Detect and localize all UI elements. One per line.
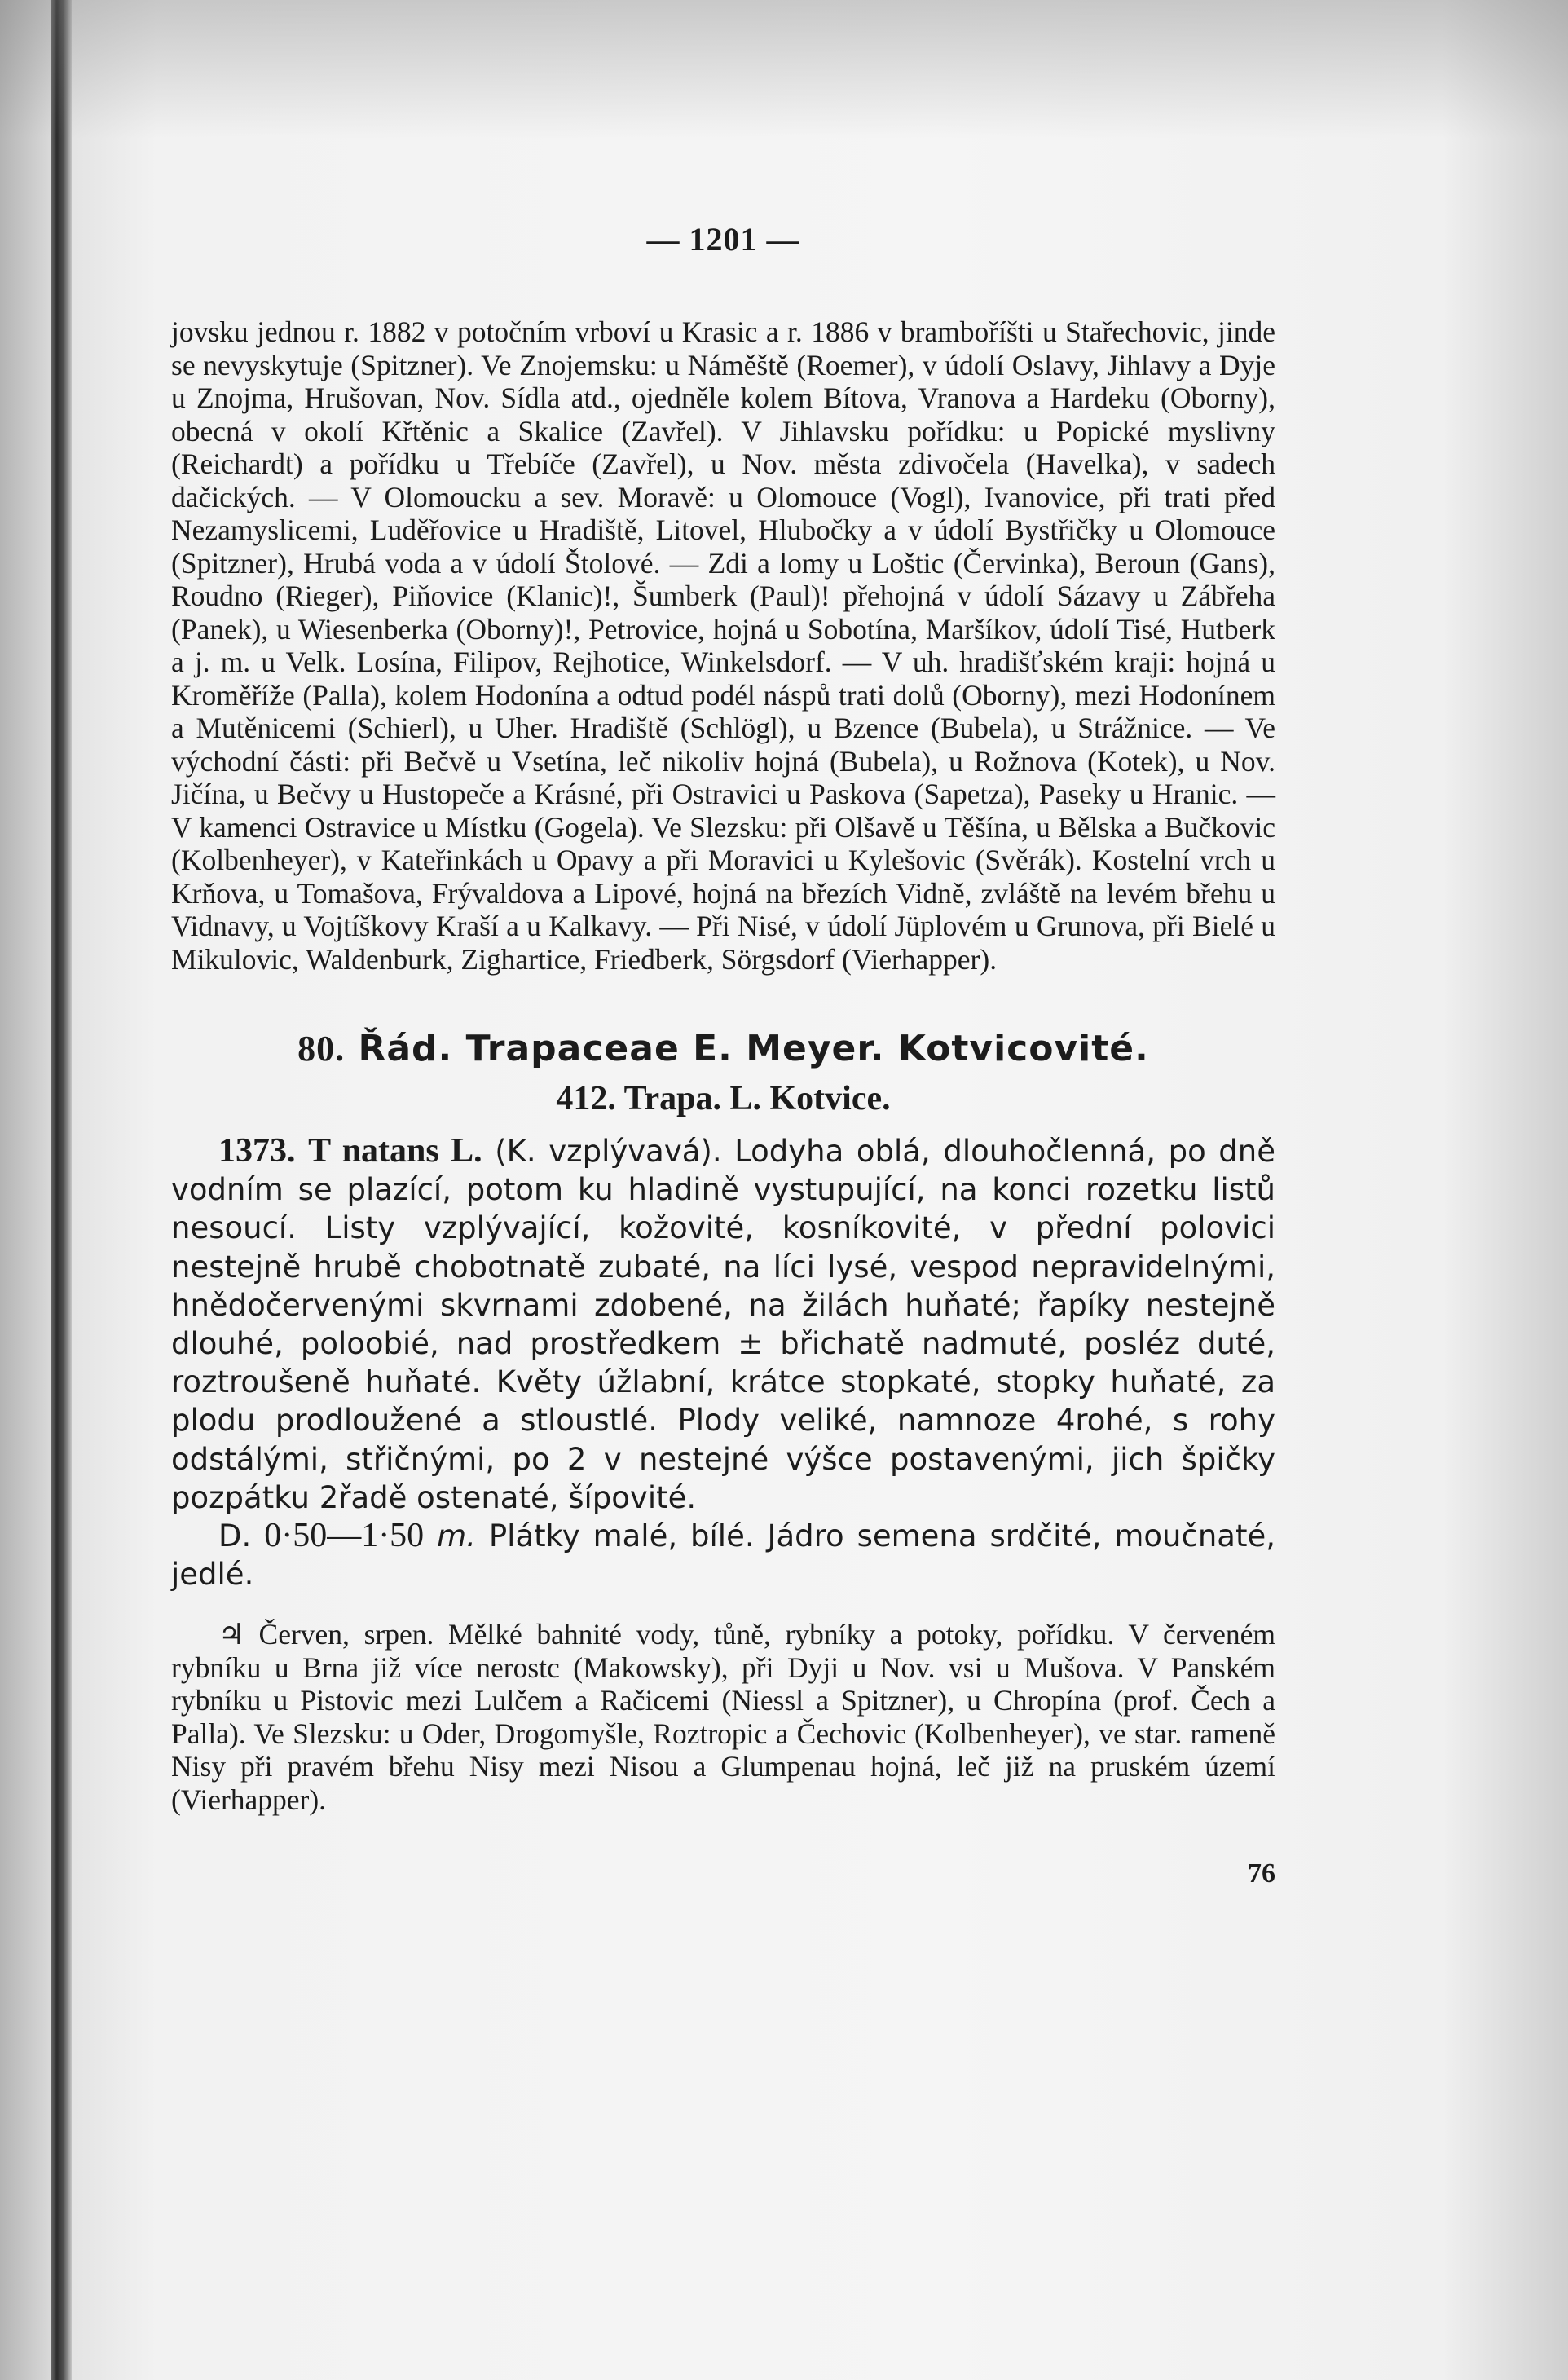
signature-mark: 76 [1248,1858,1275,1889]
order-name: Řád. Trapaceae E. Meyer. Kotvicovité. [358,1028,1149,1069]
dimensions-unit: m. [437,1518,476,1554]
dimensions-paragraph [171,1517,1275,1593]
habitat-paragraph: ♃ Červen, srpen. Mělké bahnité vody, tůně, rybníky a potoky, pořídku. V červeném rybníku u Brna již více nerostc (Makowsky), při Dyji u Nov. vsi u Mušova. V Panském rybníku u Pistovic mezi Lulčem a Račicemi (Niessl a Spitzner), u Chropína (prof. Čech a Palla). Ve Slezsku: u Oder, Drogomyšle, Roztropic a Čechovic (Kolbenheyer), ve star. rameně Nisy při pravém břehu Nisy mezi Nisou a Glumpenau hojná, leč již na pruském území (Vierhapper). [171,1618,1275,1816]
book-binding-edge [51,0,72,2380]
order-heading [171,1026,1275,1072]
continuation-paragraph: jovsku jednou r. 1882 v potočním vrboví u Krasic a r. 1886 v bramboříšti u Stařechovic, jinde se nevyskytuje (Spitzner). Ve Znojemsku: u Náměště (Roemer), v údolí Oslavy, Jihlavy a Dyje u Znojma, Hrušovan, Nov. Sídla atd., ojedněle kolem Bítova, Vranova a Hardeku (Oborny), obecná v okolí Křtěnic a Skalice (Zavřel). V Jihlavsku pořídku: u Popické myslivny (Reichardt) a pořídku u Třebíče (Zavřel), u Nov. města zdivočela (Havelka), v sadech dačických. — V Olomoucku a sev. Moravě: u Olomouce (Vogl), Ivanovice, při trati před Nezamyslicemi, Luděřovice u Hradiště, Litovel, Hlubočky a v údolí Bystřičky u Olomouce (Spitzner), Hrubá voda a v údolí Štolové. — Zdi a lomy u Loštic (Červinka), Beroun (Gans), Roudno (Rieger), Piňovice (Klanic)!, Šumberk (Paul)! přehojná v údolí Sázavy u Zábřeha (Panek), u Wiesenberka (Oborny)!, Petrovice, hojná u Sobotína, Maršíkov, údolí Tisé, Hutberk a j. m. u Velk. Losína, Filipov, Rejhotice, Winkelsdorf. — V uh. hradišťském kraji: hojná u Kroměříže (Palla), kolem Hodonína a odtud podél náspů trati dolů (Oborny), mezi Hodonínem a Mutěnicemi (Schierl), u Uher. Hradiště (Schlögl), u Bzence (Bubela), u Strážnice. — Ve východní části: při Bečvě u Vsetína, leč nikoliv hojná (Bubela), u Rožnova (Kotek), u Nov. Jičína, u Bečvy u Hustopeče a Krásné, při Ostravici u Paskova (Sapetza), Paseky u Hranic. — V kamenci Ostravice u Místku (Gogela). Ve Slezsku: při Olšavě u Těšína, u Bělska a Bučkovic (Kolbenheyer), v Kateřinkách u Opavy a při Moravici u Kylešovic (Svěrák). Kostelní vrch u Krňova, u Tomašova, Frývaldova a Lipové, hojná na březích Vidně, zvláště na levém břehu u Vidnavy, u Vojtíškovy Kraší a u Kalkavy. — Při Nisé, v údolí Jüplovém u Grunova, při Bielé u Mikulovic, Waldenburk, Zighartice, Friedberk, Sörgsdorf (Vierhapper). [171,315,1275,976]
species-description [171,1132,1275,1517]
species-text: (K. vzplývavá). Lodyha oblá, dlouhočlenná, po dně vodním se plazící, potom ku hladině vystupující, na konci rozetku listů nesoucí. Listy vzplývající, kožovité, kosníkovité, v přední polovici nestejně hrubě chobotnatě zubaté, na líci lysé, vespod nepravidelnými, hnědočervenými skvrnami zdobené, na žilách huňaté; řapíky nestejně dlouhé, poloobié, nad prostředkem ± břichatě nadmuté, posléz duté, roztroušeně huňaté. Květy úžlabní, krátce stopkaté, stopky huňaté, za plodu prodloužené a stloustlé. Plody veliké, namnoze 4rohé, s rohy odstálými, střičnými, po 2 v nestejné výšce postavenými, jich špičky pozpátku 2řadě ostenaté, šípovité. [171,1134,1276,1515]
dimensions-label: D. [218,1518,252,1554]
scan-shadow [0,0,1568,139]
book-page [171,220,1275,1889]
dimensions-value: 0·50—1·50 [264,1517,425,1555]
species-number: 1373. [218,1132,296,1170]
species-name: T natans L. [308,1132,482,1170]
genus-heading: 412. Trapa. L. Kotvice. [556,1080,891,1117]
dimensions-text: Plátky malé, bílé. Jádro semena srdčité, moučnaté, jedlé. [171,1518,1276,1593]
page-number: — 1201 — [646,221,800,258]
order-number: 80. [297,1029,346,1069]
